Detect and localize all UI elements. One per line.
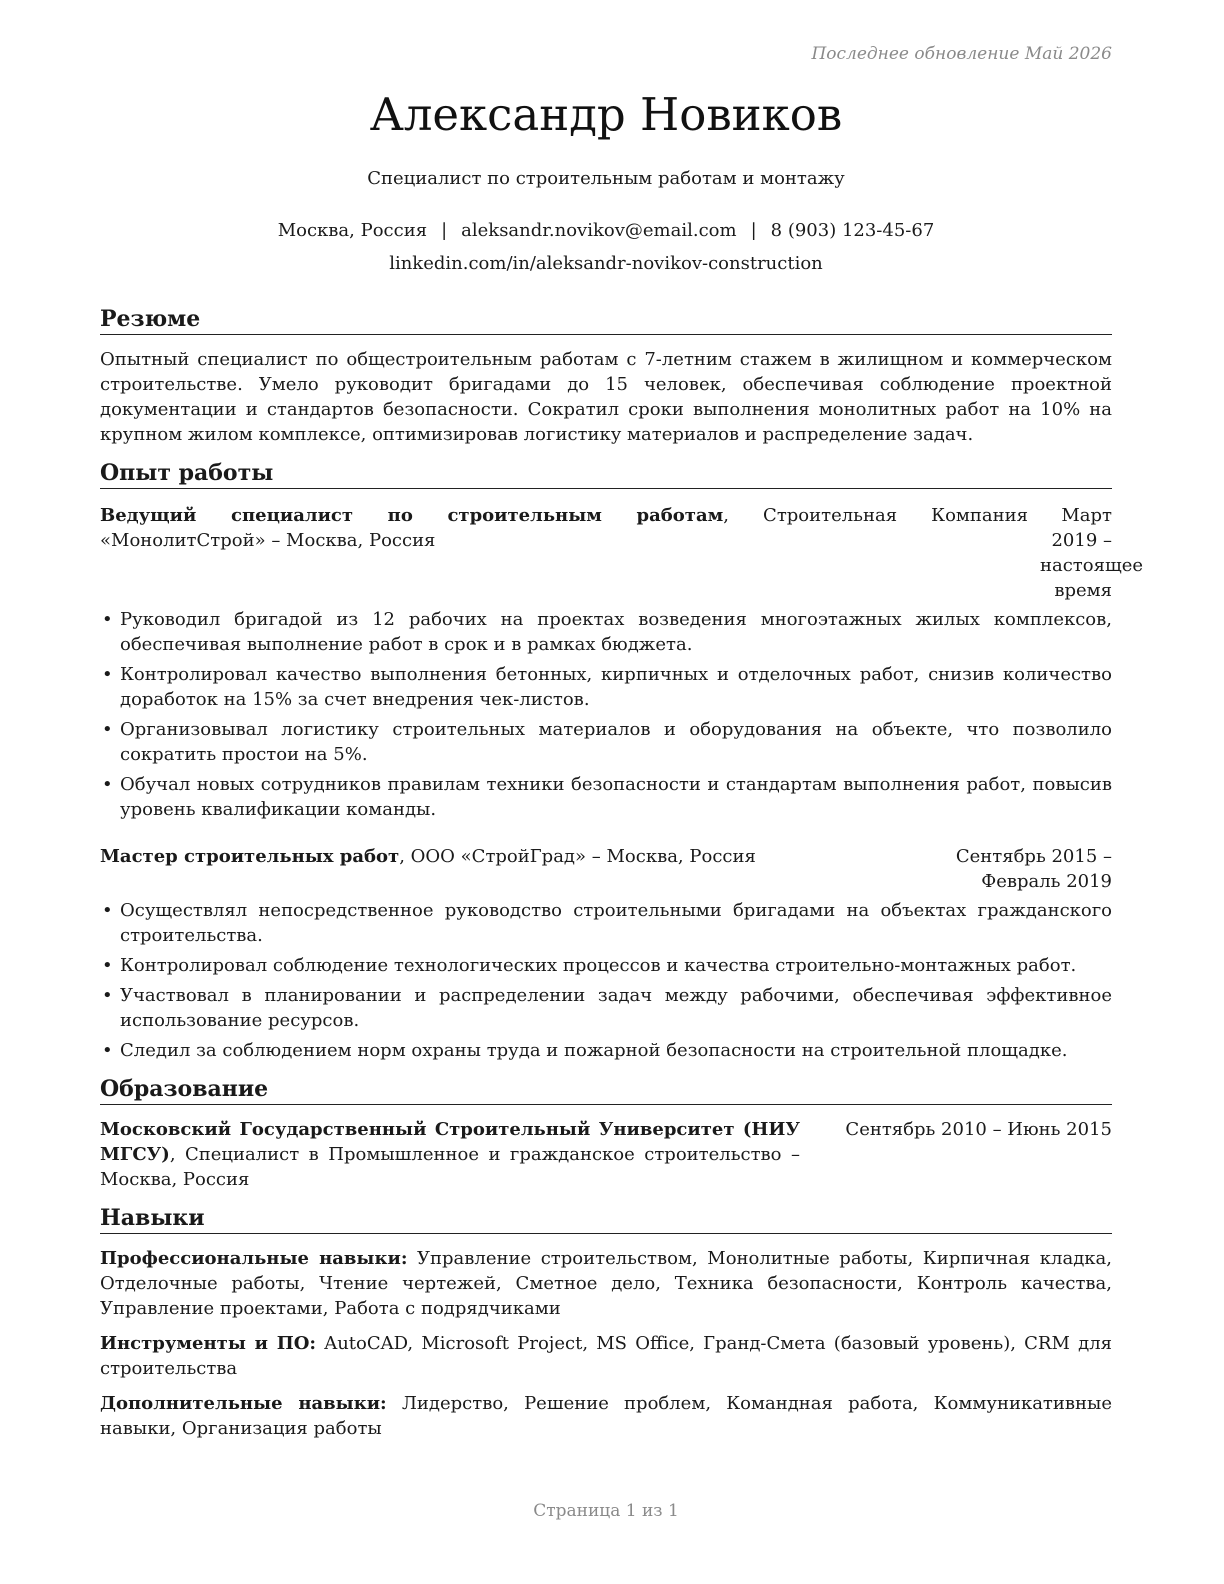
list-item: • Организовывал логистику строительных материалов и оборудования на объекте, что позволило сократить простои на 5%. <box>102 719 1112 765</box>
skill-label: Дополнительные навыки: <box>100 1393 387 1414</box>
job-header <box>100 503 1143 603</box>
summary-text: Опытный специалист по общестроительным работам с 7-летним стажем в жилищном и коммерческом строительстве. Умело руководит бригадами до 15 человек, обеспечивая соблюдение проектной документации и стандартов безопасности. Сократил сроки выполнения монолитных работ на 10% на крупном жилом комплексе, оптимизировав логистику материалов и распределение задач. <box>100 349 1112 445</box>
list-item: • Осуществлял непосредственное руководство строительными бригадами на объектах гражданского строительства. <box>102 900 1112 946</box>
skill-label: Инструменты и ПО: <box>100 1333 317 1354</box>
job-title: Специалист по строительным работам и монтажу <box>367 168 845 189</box>
education-info <box>100 1117 812 1192</box>
education-dates: Сентябрь 2010 – Июнь 2015 <box>845 1119 1112 1140</box>
bullet-icon: • <box>102 900 113 921</box>
page-number: Страница 1 из 1 <box>533 1501 679 1521</box>
job-company: , ООО «СтройГрад» – Москва, Россия <box>399 846 756 867</box>
education-section <box>100 1075 1112 1192</box>
job-info <box>100 503 1040 603</box>
skill-list: Управление строительством, Монолитные работы, Кирпичная кладка, Отделочные работы, Чтение чертежей, Сметное дело, Техника безопасности, Контроль качества, Управление проектами, Работа с подрядчиками <box>100 1248 1112 1319</box>
experience-section <box>100 459 1143 1063</box>
phone: 8 (903) 123-45-67 <box>770 220 935 241</box>
education-entry <box>100 1117 1112 1192</box>
last-updated: Последнее обновление Май 2026 <box>811 44 1112 64</box>
bullet-icon: • <box>102 955 113 976</box>
bullet-icon: • <box>102 664 113 685</box>
list-item: • Контролировал качество выполнения бетонных, кирпичных и отделочных работ, снизив количество доработок на 15% за счет внедрения чек-листов. <box>102 664 1112 710</box>
section-title-summary: Резюме <box>100 305 1112 335</box>
list-item: • Руководил бригадой из 12 рабочих на проектах возведения многоэтажных жилых комплексов, обеспечивая выполнение работ в срок и в рамках бюджета. <box>102 609 1112 655</box>
bullet-icon: • <box>102 774 113 795</box>
job-bullets <box>100 607 1112 822</box>
skill-list: AutoCAD, Microsoft Project, MS Office, Гранд-Смета (базовый уровень), CRM для строительства <box>100 1333 1112 1379</box>
degree-details: , Специалист в Промышленное и гражданское строительство – Москва, Россия <box>100 1144 800 1190</box>
job-role: Ведущий специалист по строительным работам <box>100 505 724 526</box>
section-title-education: Образование <box>100 1075 1112 1105</box>
separator: | <box>750 220 757 241</box>
location: Москва, Россия <box>277 220 428 241</box>
skills-section <box>100 1204 1112 1441</box>
job-info <box>100 844 880 894</box>
skill-label: Профессиональные навыки: <box>100 1248 408 1269</box>
bullet-icon: • <box>102 719 113 740</box>
list-item: • Участвовал в планировании и распределении задач между рабочими, обеспечивая эффективное использование ресурсов. <box>102 985 1112 1031</box>
skill-list: Лидерство, Решение проблем, Командная работа, Коммуникативные навыки, Организация работы <box>100 1393 1112 1439</box>
skill-group <box>100 1331 1112 1381</box>
separator: | <box>441 220 448 241</box>
school-name: Московский Государственный Строительный Университет (НИУ МГСУ) <box>100 1119 800 1165</box>
resume-content <box>100 305 1143 1453</box>
skill-group <box>100 1391 1112 1441</box>
job-header <box>100 844 1112 894</box>
list-item: • Обучал новых сотрудников правилам техники безопасности и стандартам выполнения работ, повысив уровень квалификации команды. <box>102 774 1112 820</box>
summary-section <box>100 305 1112 447</box>
job-dates: Сентябрь 2015 – Февраль 2019 <box>955 846 1112 892</box>
email-link[interactable]: aleksandr.novikov@email.com <box>461 220 737 241</box>
job-role: Мастер строительных работ <box>100 846 400 867</box>
list-item: • Следил за соблюдением норм охраны труда и пожарной безопасности на строительной площадке. <box>102 1040 1068 1061</box>
candidate-name: Александр Новиков <box>369 88 843 141</box>
list-item: • Контролировал соблюдение технологических процессов и качества строительно-монтажных работ. <box>102 955 1077 976</box>
job-bullets <box>100 898 1112 1063</box>
job-company: , Строительная Компания «МонолитСтрой» – Москва, Россия <box>100 505 1028 551</box>
bullet-icon: • <box>102 985 113 1006</box>
resume-page <box>100 0 1143 1584</box>
job-entry <box>100 844 1112 1063</box>
job-entry <box>100 503 1143 822</box>
job-dates: Март 2019 – настоящее время <box>1040 505 1143 601</box>
section-title-skills: Навыки <box>100 1204 1112 1234</box>
section-title-experience: Опыт работы <box>100 459 1112 489</box>
contact-line <box>100 220 1112 241</box>
bullet-icon: • <box>102 1040 113 1061</box>
bullet-icon: • <box>102 609 113 630</box>
skill-group <box>100 1246 1112 1321</box>
linkedin-link[interactable]: linkedin.com/in/aleksandr-novikov-construction <box>389 253 823 274</box>
